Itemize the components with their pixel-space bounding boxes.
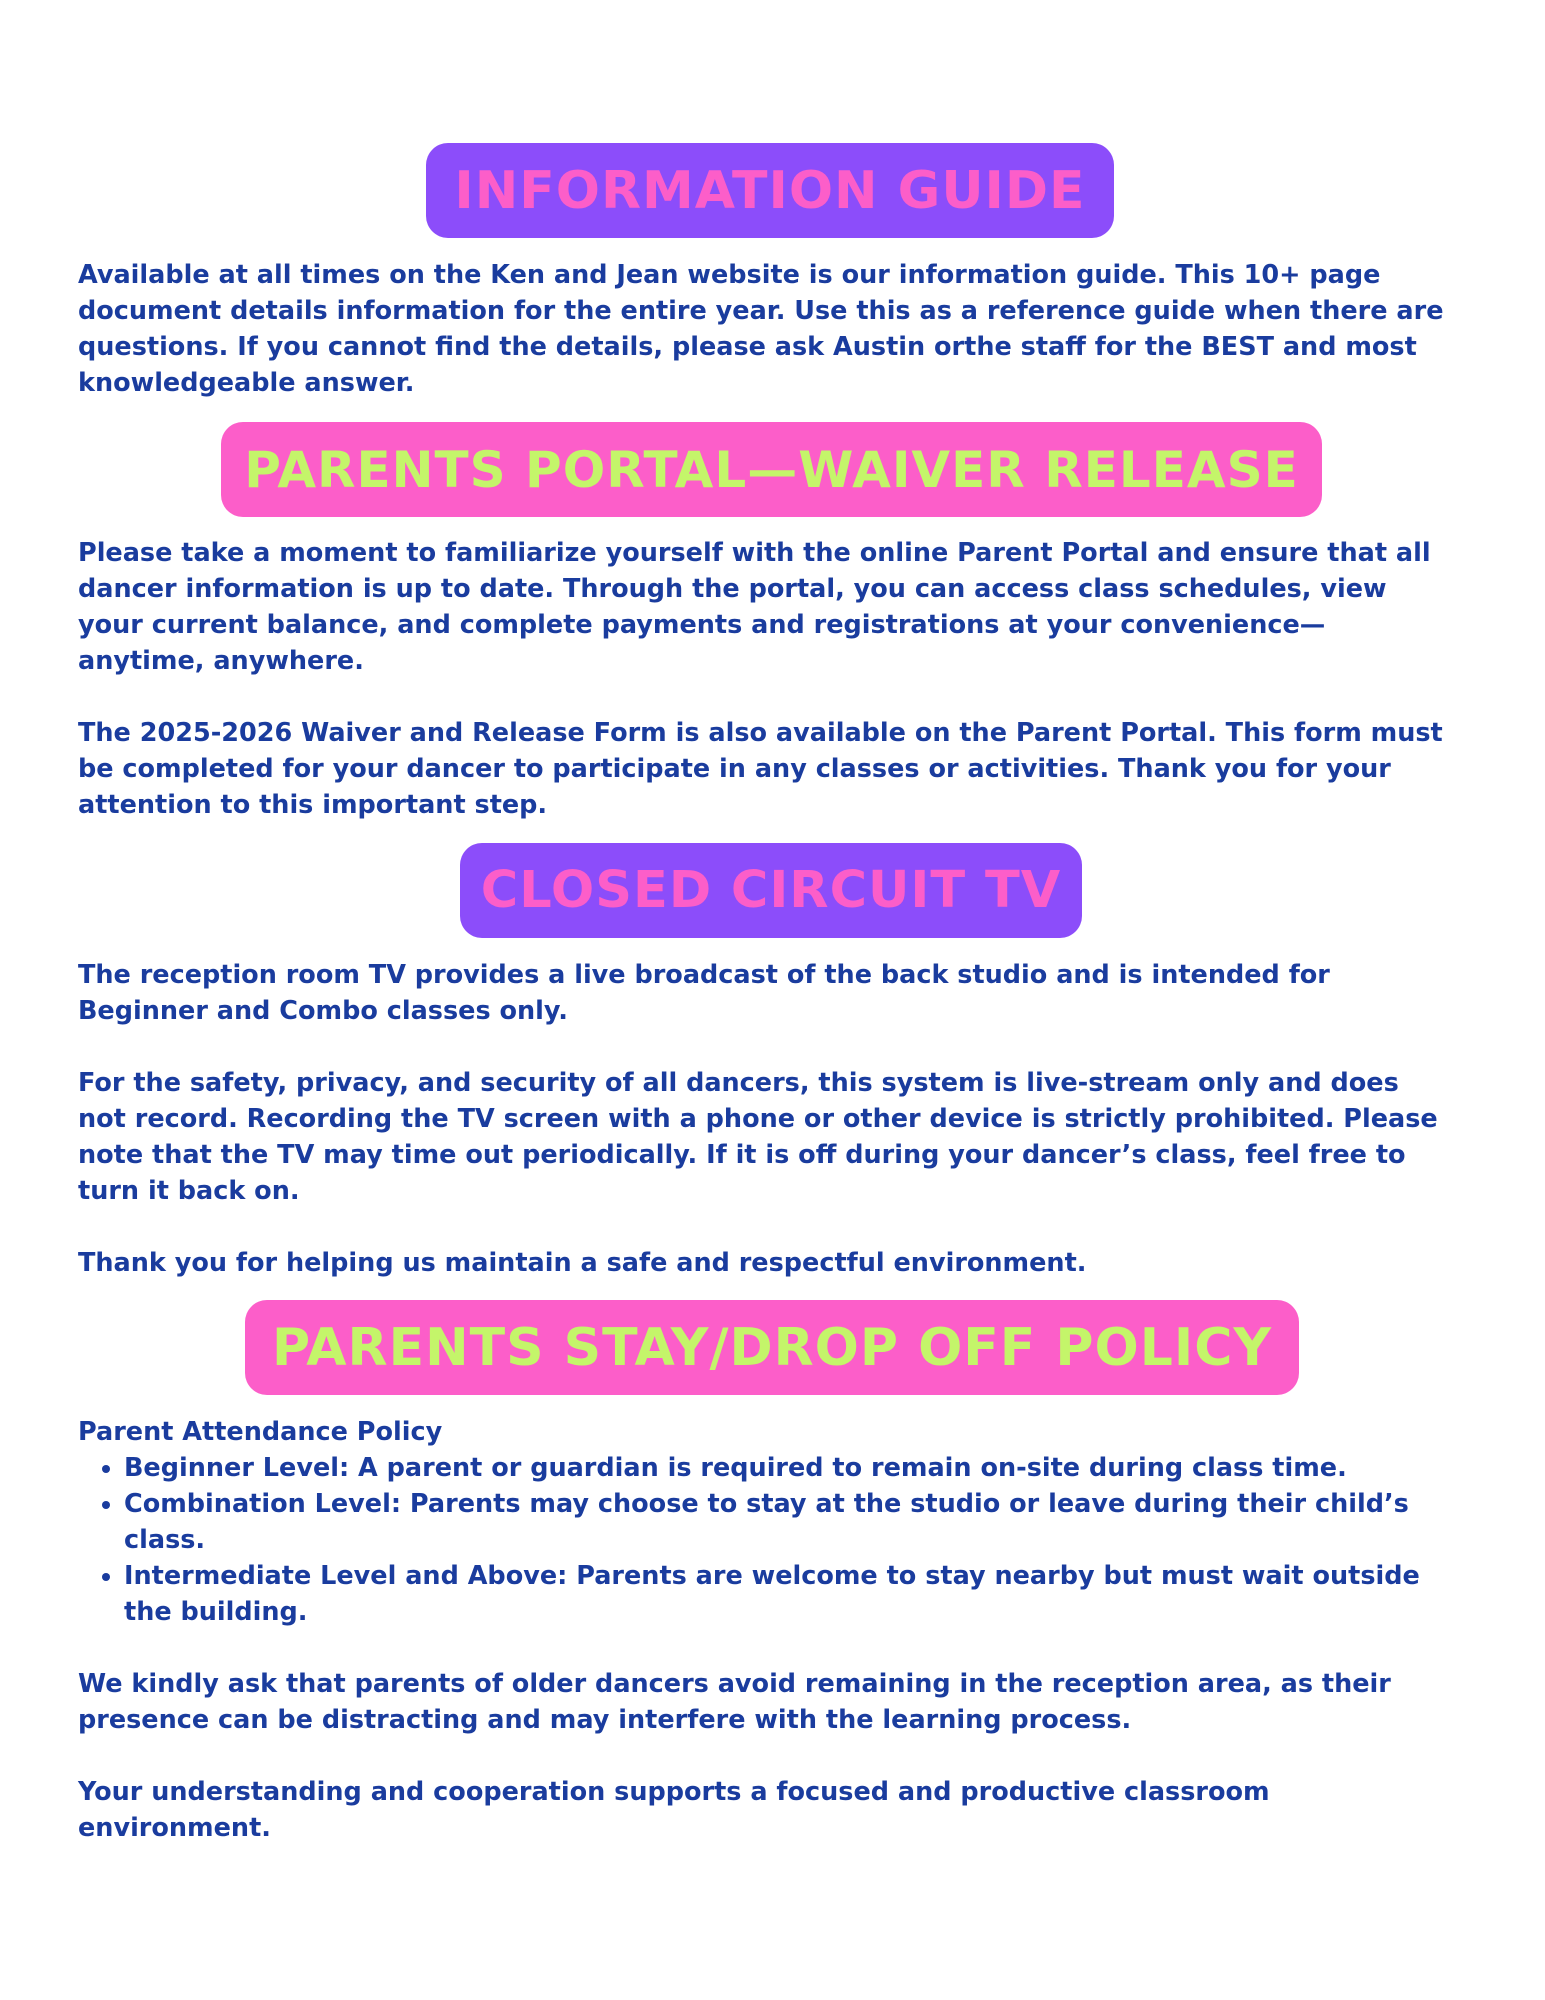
parents-portal-section [78, 535, 1448, 823]
stay-drop-off-policy-title: PARENTS STAY/DROP OFF POLICY [271, 1317, 1273, 1378]
attendance-policy-subheading: Parent Attendance Policy [78, 1417, 443, 1447]
closed-circuit-tv-section [78, 957, 1448, 1281]
list-item: • Intermediate Level and Above: Parents are welcome to stay nearby but must wait outside the building. [124, 1558, 1448, 1630]
closed-circuit-tv-paragraph-3: Thank you for helping us maintain a safe and respectful environment. [78, 1248, 1087, 1278]
information-guide-section [78, 257, 1448, 401]
information-guide-banner [426, 143, 1114, 238]
closed-circuit-tv-banner [460, 843, 1082, 938]
information-guide-title: INFORMATION GUIDE [454, 160, 1086, 221]
parents-portal-paragraph-1: Please take a moment to familiarize yourself with the online Parent Portal and ensure that all dancer information is up to date. Through the portal, you can access class schedules, view your current balance, and complete payments and registrations at your convenience—anytime, anywhere. [78, 538, 1431, 676]
parents-portal-paragraph-2: The 2025-2026 Waiver and Release Form is also available on the Parent Portal. This form must be completed for your dancer to participate in any classes or activities. Thank you for your attention to this important step. [78, 718, 1443, 820]
list-item: • Combination Level: Parents may choose to stay at the studio or leave during their child’s class. [124, 1486, 1448, 1558]
closed-circuit-tv-title: CLOSED CIRCUIT TV [480, 861, 1062, 920]
stay-drop-off-policy-paragraph-2: Your understanding and cooperation supports a focused and productive classroom environment. [78, 1777, 1270, 1843]
attendance-policy-list [78, 1450, 1448, 1630]
closed-circuit-tv-paragraph-2: For the safety, privacy, and security of all dancers, this system is live-stream only and does not record. Recording the TV screen with a phone or other device is strictly prohibited. Please note that the TV may time out periodically. If it is off during your dancer’s class, feel free to turn it back on. [78, 1068, 1438, 1206]
list-item: • Beginner Level: A parent or guardian is required to remain on-site during class time. [124, 1450, 1448, 1486]
stay-drop-off-policy-banner [245, 1300, 1299, 1395]
stay-drop-off-policy-paragraph-1: We kindly ask that parents of older dancers avoid remaining in the reception area, as their presence can be distracting and may interfere with the learning process. [78, 1669, 1391, 1735]
information-guide-paragraph: Available at all times on the Ken and Jean website is our information guide. This 10+ page document details information for the entire year. Use this as a reference guide when there are questions. If you cannot find the details, please ask Austin orthe staff for the BEST and most knowledgeable answer. [78, 260, 1444, 398]
parents-portal-title: PARENTS PORTAL—WAIVER RELEASE [244, 440, 1299, 499]
stay-drop-off-policy-section [78, 1414, 1448, 1846]
parents-portal-banner [221, 422, 1322, 517]
closed-circuit-tv-paragraph-1: The reception room TV provides a live broadcast of the back studio and is intended for Beginner and Combo classes only. [78, 960, 1330, 1026]
